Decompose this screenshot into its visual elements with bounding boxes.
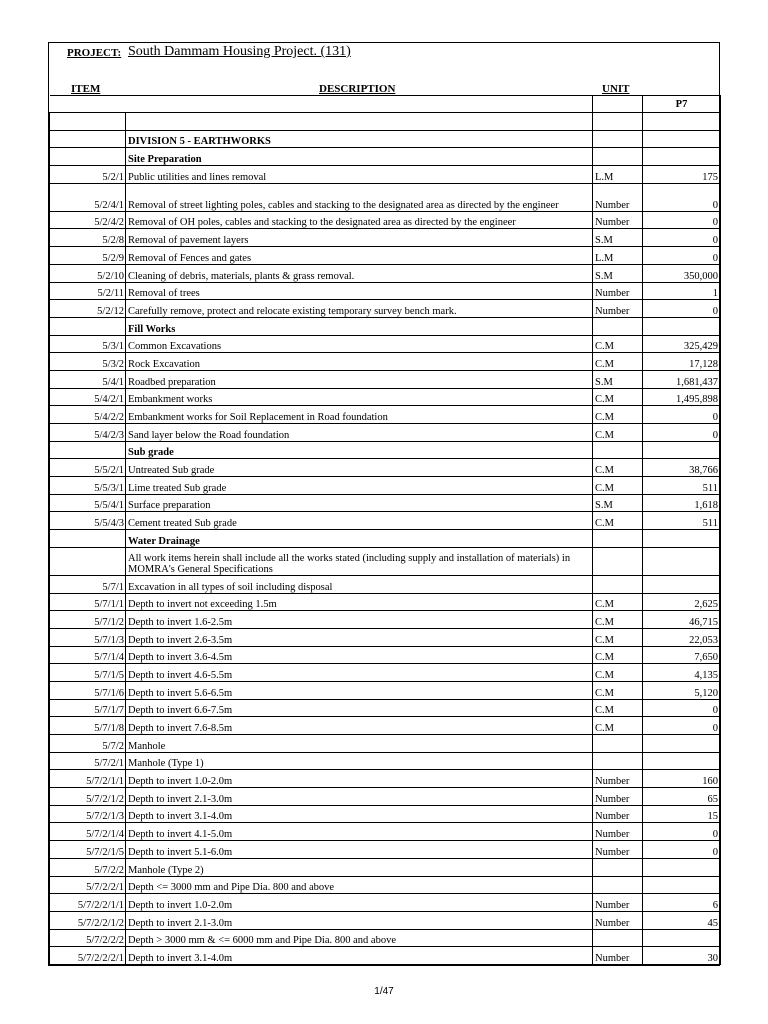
item-unit: C.M [593,681,643,699]
item-description: Depth > 3000 mm & <= 6000 mm and Pipe Dia. 800 and above [126,929,593,947]
item-unit: L.M [593,166,643,184]
item-code: 5/7/1/2 [50,611,126,629]
item-code: 5/7/1/4 [50,646,126,664]
item-quantity [643,735,721,753]
item-description: Sand layer below the Road foundation [126,424,593,442]
item-unit: C.M [593,646,643,664]
item-unit: Number [593,211,643,229]
table-row [50,477,721,495]
item-description: Sub grade [126,441,593,459]
item-unit [593,113,643,131]
item-description: Depth to invert 3.1-4.0m [126,947,593,965]
item-unit: S.M [593,229,643,247]
item-quantity: 0 [643,424,721,442]
item-quantity [643,148,721,166]
table-row [50,282,721,300]
item-quantity: 0 [643,183,721,211]
item-quantity [643,876,721,894]
item-unit: S.M [593,264,643,282]
table-row [50,247,721,265]
item-code: 5/5/4/3 [50,512,126,530]
item-quantity: 1,495,898 [643,388,721,406]
item-description [126,113,593,131]
item-description: Manhole (Type 1) [126,752,593,770]
item-description: Depth to invert 5.1-6.0m [126,841,593,859]
table-row [50,441,721,459]
item-unit: C.M [593,424,643,442]
table-row [50,575,721,593]
item-quantity: 160 [643,770,721,788]
item-quantity [643,547,721,575]
item-description: Fill Works [126,317,593,335]
item-quantity [643,858,721,876]
item-code: 5/7/1/8 [50,717,126,735]
item-code [50,130,126,148]
item-unit: C.M [593,406,643,424]
item-unit [593,876,643,894]
item-description: Cement treated Sub grade [126,512,593,530]
item-unit: C.M [593,353,643,371]
item-quantity: 0 [643,406,721,424]
item-code: 5/5/2/1 [50,459,126,477]
table-row [50,823,721,841]
table-row [50,370,721,388]
item-code [50,317,126,335]
item-description: Depth to invert 4.1-5.0m [126,823,593,841]
table-row [50,148,721,166]
table-row [50,512,721,530]
table-row [50,770,721,788]
item-unit [593,575,643,593]
item-unit: S.M [593,370,643,388]
item-code: 5/4/2/3 [50,424,126,442]
table-row [50,752,721,770]
item-unit [593,929,643,947]
item-description: Removal of Fences and gates [126,247,593,265]
item-description: Depth to invert 2.1-3.0m [126,911,593,929]
item-unit: C.M [593,593,643,611]
item-code [50,148,126,166]
item-unit [593,148,643,166]
table-row [50,911,721,929]
item-code [50,441,126,459]
item-unit [593,530,643,548]
item-description: Removal of OH poles, cables and stacking to the designated area as directed by the engineer [126,211,593,229]
item-quantity [643,441,721,459]
item-quantity: 22,053 [643,628,721,646]
item-code: 5/7/2/2/2/1 [50,947,126,965]
table-row [50,406,721,424]
table-row [50,166,721,184]
item-quantity: 0 [643,211,721,229]
item-description: Depth to invert 3.6-4.5m [126,646,593,664]
qty-header-row [50,96,721,113]
item-quantity: 15 [643,805,721,823]
item-quantity: 1 [643,282,721,300]
item-description: Depth to invert 2.1-3.0m [126,788,593,806]
item-quantity: 0 [643,229,721,247]
item-unit [593,317,643,335]
item-code: 5/7/2/1/3 [50,805,126,823]
table-row [50,424,721,442]
item-description: DIVISION 5 - EARTHWORKS [126,130,593,148]
item-description: Depth to invert 4.6-5.5m [126,664,593,682]
table-row [50,229,721,247]
item-description: Depth to invert 1.6-2.5m [126,611,593,629]
table-row [50,646,721,664]
table-row [50,459,721,477]
item-unit [593,752,643,770]
item-description: Depth to invert 5.6-6.5m [126,681,593,699]
item-code: 5/7/2/2/1/2 [50,911,126,929]
item-description: Manhole [126,735,593,753]
item-quantity: 0 [643,699,721,717]
item-unit: C.M [593,512,643,530]
item-unit [593,441,643,459]
item-quantity [643,929,721,947]
table-row [50,947,721,965]
table-row [50,113,721,131]
item-code: 5/7/2/2 [50,858,126,876]
item-description: Depth to invert 6.6-7.5m [126,699,593,717]
table-row [50,130,721,148]
item-description: Embankment works [126,388,593,406]
item-unit: Number [593,770,643,788]
table-row [50,664,721,682]
item-code: 5/7/2/1/1 [50,770,126,788]
item-code [50,113,126,131]
item-quantity: 38,766 [643,459,721,477]
item-code: 5/2/4/1 [50,183,126,211]
item-unit: C.M [593,628,643,646]
project-label: PROJECT: [67,47,122,59]
page-number: 1/47 [374,986,394,997]
item-code: 5/2/12 [50,300,126,318]
item-description: Depth to invert 2.6-3.5m [126,628,593,646]
item-code: 5/2/1 [50,166,126,184]
item-description: Manhole (Type 2) [126,858,593,876]
item-code: 5/2/10 [50,264,126,282]
table-row [50,335,721,353]
item-unit: Number [593,823,643,841]
col-unit-title: UNIT [602,83,630,95]
item-unit: Number [593,788,643,806]
item-quantity: 7,650 [643,646,721,664]
item-code: 5/7/2 [50,735,126,753]
item-code: 5/7/2/2/2 [50,929,126,947]
item-code [50,547,126,575]
item-quantity [643,530,721,548]
table-row [50,894,721,912]
item-quantity: 325,429 [643,335,721,353]
col-qty-title: P7 [643,96,721,113]
table-row [50,699,721,717]
item-code [50,530,126,548]
item-description: Depth <= 3000 mm and Pipe Dia. 800 and above [126,876,593,894]
item-quantity: 0 [643,841,721,859]
item-description: Depth to invert 7.6-8.5m [126,717,593,735]
table-row [50,211,721,229]
table-row [50,300,721,318]
table-row [50,593,721,611]
item-quantity: 511 [643,477,721,495]
table-row [50,717,721,735]
col-item-title: ITEM [71,83,101,95]
item-quantity: 0 [643,247,721,265]
item-description: Depth to invert not exceeding 1.5m [126,593,593,611]
col-description-title: DESCRIPTION [319,83,396,95]
table-row [50,494,721,512]
item-code: 5/7/1/6 [50,681,126,699]
item-quantity: 0 [643,717,721,735]
table-row [50,317,721,335]
project-name: South Dammam Housing Project. (131) [128,44,351,59]
item-quantity: 6 [643,894,721,912]
item-quantity [643,752,721,770]
item-unit: C.M [593,699,643,717]
item-code: 5/7/2/1/5 [50,841,126,859]
item-quantity: 511 [643,512,721,530]
item-quantity: 30 [643,947,721,965]
item-unit: S.M [593,494,643,512]
item-code: 5/7/2/1 [50,752,126,770]
project-header [49,43,719,65]
item-unit [593,130,643,148]
column-titles [49,65,719,95]
table-row [50,611,721,629]
table-row [50,530,721,548]
item-code: 5/7/2/1/4 [50,823,126,841]
item-description: Depth to invert 1.0-2.0m [126,770,593,788]
item-code: 5/7/1/7 [50,699,126,717]
item-unit: Number [593,805,643,823]
item-code: 5/4/2/1 [50,388,126,406]
item-unit: C.M [593,477,643,495]
item-description: Common Excavations [126,335,593,353]
table-row [50,681,721,699]
table-row [50,547,721,575]
item-code: 5/3/2 [50,353,126,371]
item-unit: Number [593,911,643,929]
item-description: Lime treated Sub grade [126,477,593,495]
item-quantity: 0 [643,823,721,841]
item-quantity: 46,715 [643,611,721,629]
table-row [50,388,721,406]
table-row [50,628,721,646]
item-quantity [643,575,721,593]
item-unit [593,547,643,575]
item-description: All work items herein shall include all the works stated (including supply and installation of materials) in MOMRA's General Specifications [126,547,593,575]
item-unit: Number [593,282,643,300]
item-quantity: 4,135 [643,664,721,682]
item-description: Removal of pavement layers [126,229,593,247]
item-description: Untreated Sub grade [126,459,593,477]
item-quantity: 5,120 [643,681,721,699]
item-code: 5/2/8 [50,229,126,247]
item-description: Cleaning of debris, materials, plants & grass removal. [126,264,593,282]
item-description: Site Preparation [126,148,593,166]
item-quantity: 2,625 [643,593,721,611]
item-description: Depth to invert 3.1-4.0m [126,805,593,823]
item-code: 5/3/1 [50,335,126,353]
item-code: 5/5/4/1 [50,494,126,512]
table-row [50,805,721,823]
table-row [50,788,721,806]
table-row [50,735,721,753]
item-quantity: 175 [643,166,721,184]
item-code: 5/4/1 [50,370,126,388]
item-code: 5/7/1/5 [50,664,126,682]
item-unit: Number [593,947,643,965]
item-description: Removal of trees [126,282,593,300]
item-unit: Number [593,300,643,318]
item-quantity: 1,681,437 [643,370,721,388]
item-code: 5/7/1/3 [50,628,126,646]
item-unit: L.M [593,247,643,265]
boq-table [49,95,721,965]
item-code: 5/7/2/2/1/1 [50,894,126,912]
item-description: Carefully remove, protect and relocate existing temporary survey bench mark. [126,300,593,318]
item-quantity: 65 [643,788,721,806]
item-description: Removal of street lighting poles, cables and stacking to the designated area as directed by the engineer [126,183,593,211]
table-row [50,858,721,876]
item-unit: Number [593,894,643,912]
boq-sheet [48,42,720,966]
item-description: Rock Excavation [126,353,593,371]
table-row [50,264,721,282]
item-quantity [643,130,721,148]
item-code: 5/4/2/2 [50,406,126,424]
item-code: 5/7/1/1 [50,593,126,611]
item-quantity: 350,000 [643,264,721,282]
table-row [50,353,721,371]
item-quantity: 1,618 [643,494,721,512]
item-unit [593,858,643,876]
item-unit [593,735,643,753]
item-unit: C.M [593,664,643,682]
table-row [50,183,721,211]
table-row [50,876,721,894]
item-code: 5/7/2/2/1 [50,876,126,894]
item-description: Public utilities and lines removal [126,166,593,184]
item-unit: Number [593,841,643,859]
item-unit: Number [593,183,643,211]
item-unit: C.M [593,717,643,735]
item-code: 5/2/9 [50,247,126,265]
item-unit: C.M [593,459,643,477]
item-description: Roadbed preparation [126,370,593,388]
item-description: Embankment works for Soil Replacement in Road foundation [126,406,593,424]
item-quantity: 45 [643,911,721,929]
item-code: 5/5/3/1 [50,477,126,495]
item-quantity [643,113,721,131]
item-unit: C.M [593,335,643,353]
item-code: 5/2/11 [50,282,126,300]
item-code: 5/7/1 [50,575,126,593]
item-quantity: 17,128 [643,353,721,371]
table-row [50,929,721,947]
item-description: Excavation in all types of soil including disposal [126,575,593,593]
item-description: Depth to invert 1.0-2.0m [126,894,593,912]
table-row [50,841,721,859]
item-description: Surface preparation [126,494,593,512]
item-quantity [643,317,721,335]
item-quantity: 0 [643,300,721,318]
item-code: 5/7/2/1/2 [50,788,126,806]
item-code: 5/2/4/2 [50,211,126,229]
item-description: Water Drainage [126,530,593,548]
item-unit: C.M [593,611,643,629]
item-unit: C.M [593,388,643,406]
